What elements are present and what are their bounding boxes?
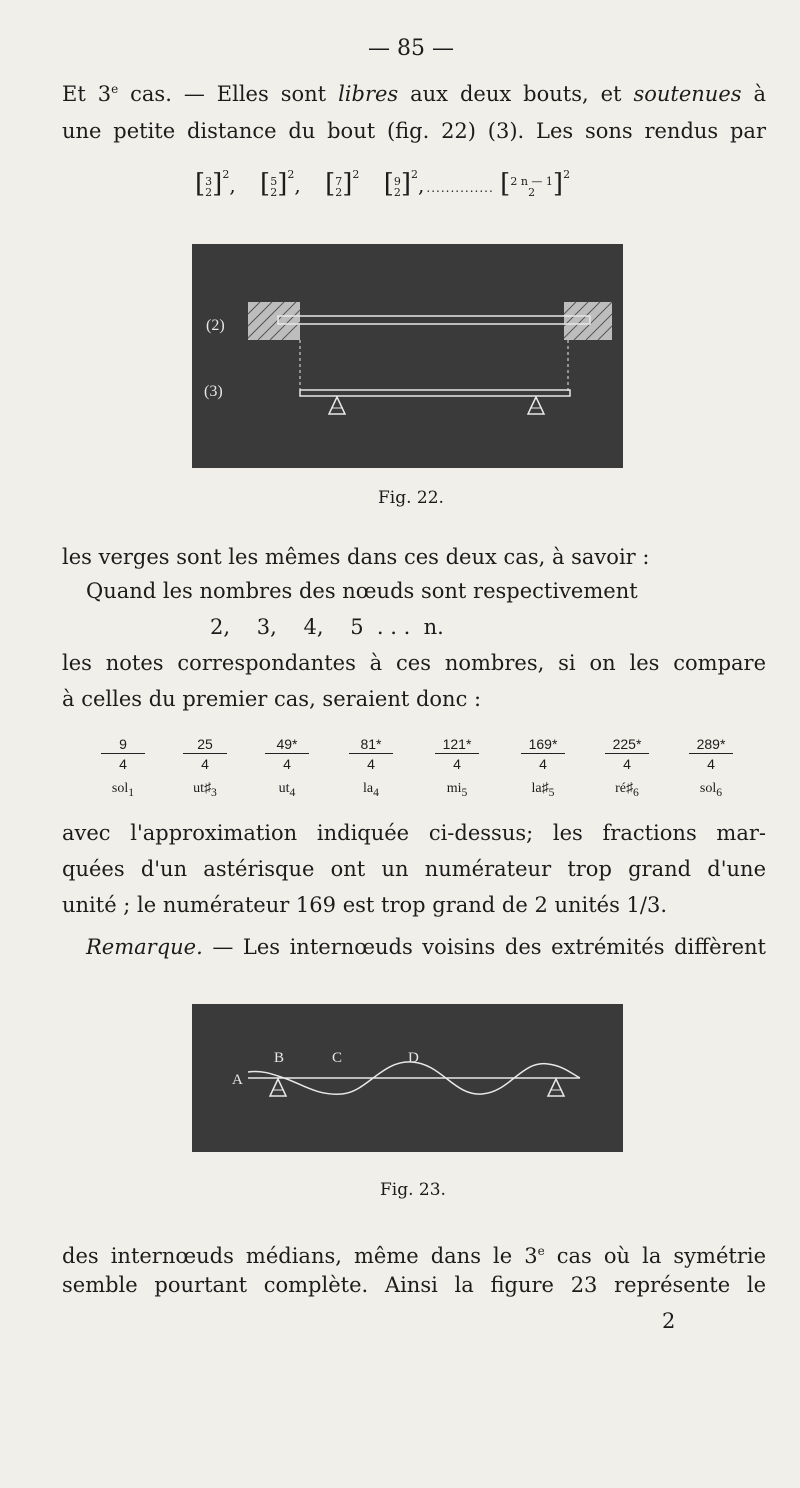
fig23-caption: Fig. 23. bbox=[380, 1180, 446, 1200]
fig23-label-d: D bbox=[408, 1050, 419, 1066]
fraction-4 bbox=[343, 736, 399, 802]
remark-label: Remarque. bbox=[86, 935, 203, 959]
bracket-5-num: 2 n — 1 bbox=[510, 174, 553, 188]
fraction-3-den: 4 bbox=[283, 756, 291, 772]
para2-line2: Quand les nombres des nœuds sont respectivement bbox=[86, 579, 638, 603]
rod-3 bbox=[300, 390, 570, 396]
para1-line1-a: Et 3 bbox=[62, 82, 112, 106]
para3-line3: unité ; le numérateur 169 est trop grand de 2 unités 1/3. bbox=[62, 893, 668, 917]
fraction-7-sub: 6 bbox=[633, 785, 639, 799]
fig23-label-b: B bbox=[274, 1050, 285, 1066]
bracket-2: [5 2]$^2$, bbox=[260, 168, 301, 199]
fraction-1-num: 9 bbox=[119, 736, 127, 752]
bracket-expressions: [3 2]$^2$, [5 2]$^2$, [7 2]$^2$ [9 2]$^2$, .............. [2 n — 1 2 ]$^2$ bbox=[195, 168, 571, 199]
figure-23 bbox=[192, 1004, 623, 1152]
para1-line1-b: cas. — Elles sont bbox=[118, 82, 339, 106]
para4-line1-sup: e bbox=[537, 1244, 545, 1258]
bracket-3: [7 2]$^2$ bbox=[325, 168, 360, 199]
para1-line2: une petite distance du bout (fig. 22) (3). Les sons rendus par bbox=[62, 119, 766, 143]
fraction-8-den: 4 bbox=[707, 756, 715, 772]
bracket-5-den: 2 bbox=[528, 185, 536, 199]
bracket-3-den: 2 bbox=[335, 185, 343, 199]
left-clamp bbox=[248, 302, 300, 340]
fraction-8-note: sol bbox=[699, 781, 717, 796]
para1-line1-d: à bbox=[741, 82, 767, 106]
fraction-5-sub: 5 bbox=[461, 785, 468, 799]
right-clamp bbox=[564, 302, 612, 340]
fraction-1-note: sol bbox=[111, 781, 129, 796]
fraction-2-num: 25 bbox=[197, 736, 213, 752]
fraction-3 bbox=[259, 736, 315, 802]
rod-2 bbox=[278, 316, 590, 324]
fraction-8 bbox=[683, 736, 739, 802]
fraction-1-den: 4 bbox=[119, 756, 127, 772]
fraction-7-den: 4 bbox=[623, 756, 631, 772]
fraction-5-note: mi bbox=[446, 781, 462, 796]
page-number: — 85 — bbox=[368, 36, 454, 61]
para4-line1-a: des internœuds médians, même dans le 3 bbox=[62, 1244, 538, 1268]
para1-line1 bbox=[62, 76, 766, 107]
fraction-4-den: 4 bbox=[367, 756, 375, 772]
remark-line bbox=[86, 934, 766, 960]
bracket-4-num: 9 bbox=[393, 174, 401, 188]
fraction-1 bbox=[95, 736, 151, 802]
para1-line1-italic-libres: libres bbox=[338, 82, 399, 106]
para3-line1: avec l'approximation indiquée ci-dessus; les fractions mar- bbox=[62, 821, 766, 845]
para1-line1-sup: e bbox=[111, 82, 119, 96]
fig23-label-a: A bbox=[232, 1072, 243, 1088]
bracket-2-den: 2 bbox=[270, 185, 278, 199]
fraction-2 bbox=[177, 736, 233, 802]
fraction-6-note: la♯ bbox=[531, 781, 549, 796]
support-left bbox=[329, 397, 345, 414]
para2-line1: les verges sont les mêmes dans ces deux cas, à savoir : bbox=[62, 545, 650, 569]
fraction-4-note: la bbox=[363, 781, 374, 796]
fraction-3-sub: 4 bbox=[289, 785, 296, 799]
fig22-label-2: (2) bbox=[206, 317, 225, 334]
figure-23-drawing bbox=[192, 1004, 623, 1152]
bracket-1: [3 2]$^2$, bbox=[195, 168, 236, 199]
fraction-6 bbox=[515, 736, 571, 802]
fraction-5-den: 4 bbox=[453, 756, 461, 772]
fraction-6-sub: 5 bbox=[548, 785, 555, 799]
signature-mark: 2 bbox=[662, 1309, 676, 1333]
para3-line2: quées d'un astérisque ont un numérateur trop grand d'une bbox=[62, 857, 766, 881]
fraction-6-num: 169* bbox=[528, 736, 558, 752]
fraction-4-num: 81* bbox=[360, 736, 382, 752]
fraction-8-num: 289* bbox=[696, 736, 726, 752]
fig23-label-c: C bbox=[332, 1050, 343, 1066]
fraction-1-sub: 1 bbox=[128, 785, 135, 799]
fraction-2-note: ut♯ bbox=[193, 781, 212, 796]
fraction-7-num: 225* bbox=[612, 736, 642, 752]
fig23-support-left bbox=[270, 1079, 286, 1096]
nodes-list: 2, 3, 4, 5 . . . n. bbox=[210, 615, 444, 639]
fraction-4-sub: 4 bbox=[373, 785, 379, 799]
fraction-8-sub: 6 bbox=[716, 785, 723, 799]
bracket-1-num: 3 bbox=[205, 174, 213, 188]
fraction-2-den: 4 bbox=[201, 756, 209, 772]
para1-line1-c: aux deux bouts, et bbox=[398, 82, 634, 106]
fraction-6-den: 4 bbox=[539, 756, 547, 772]
para4-line2: semble pourtant complète. Ainsi la figure 23 représente le bbox=[62, 1273, 766, 1297]
fraction-7-note: ré♯ bbox=[615, 781, 634, 796]
fraction-3-num: 49* bbox=[276, 736, 298, 752]
fig22-label-3: (3) bbox=[204, 383, 223, 400]
bracket-4-den: 2 bbox=[393, 185, 401, 199]
bracket-5: [2 n — 1 2 ]$^2$ bbox=[500, 168, 571, 199]
fraction-7 bbox=[599, 736, 655, 802]
bracket-3-num: 7 bbox=[335, 174, 343, 188]
remark-text: — Les internœuds voisins des extrémités diffèrent bbox=[202, 935, 766, 959]
fraction-2-sub: 3 bbox=[211, 785, 217, 799]
figure-22 bbox=[192, 244, 623, 468]
fractions-row bbox=[95, 736, 775, 806]
para4-line1 bbox=[62, 1238, 766, 1269]
para2-line3: les notes correspondantes à ces nombres, si on les compare bbox=[62, 651, 766, 675]
para4-line1-b: cas où la symétrie bbox=[544, 1244, 766, 1268]
para1-line1-italic-soutenues: soutenues bbox=[633, 82, 742, 106]
support-right bbox=[528, 397, 544, 414]
fraction-5-num: 121* bbox=[442, 736, 472, 752]
para2-line4: à celles du premier cas, seraient donc : bbox=[62, 687, 482, 711]
bracket-4: [9 2]$^2$, bbox=[383, 168, 425, 199]
fraction-3-note: ut bbox=[278, 781, 290, 796]
fig23-support-right bbox=[548, 1079, 564, 1096]
bracket-1-den: 2 bbox=[205, 185, 213, 199]
fig22-caption: Fig. 22. bbox=[378, 488, 444, 508]
bracket-2-num: 5 bbox=[270, 174, 278, 188]
fraction-5 bbox=[429, 736, 485, 802]
figure-22-drawing bbox=[192, 244, 623, 468]
